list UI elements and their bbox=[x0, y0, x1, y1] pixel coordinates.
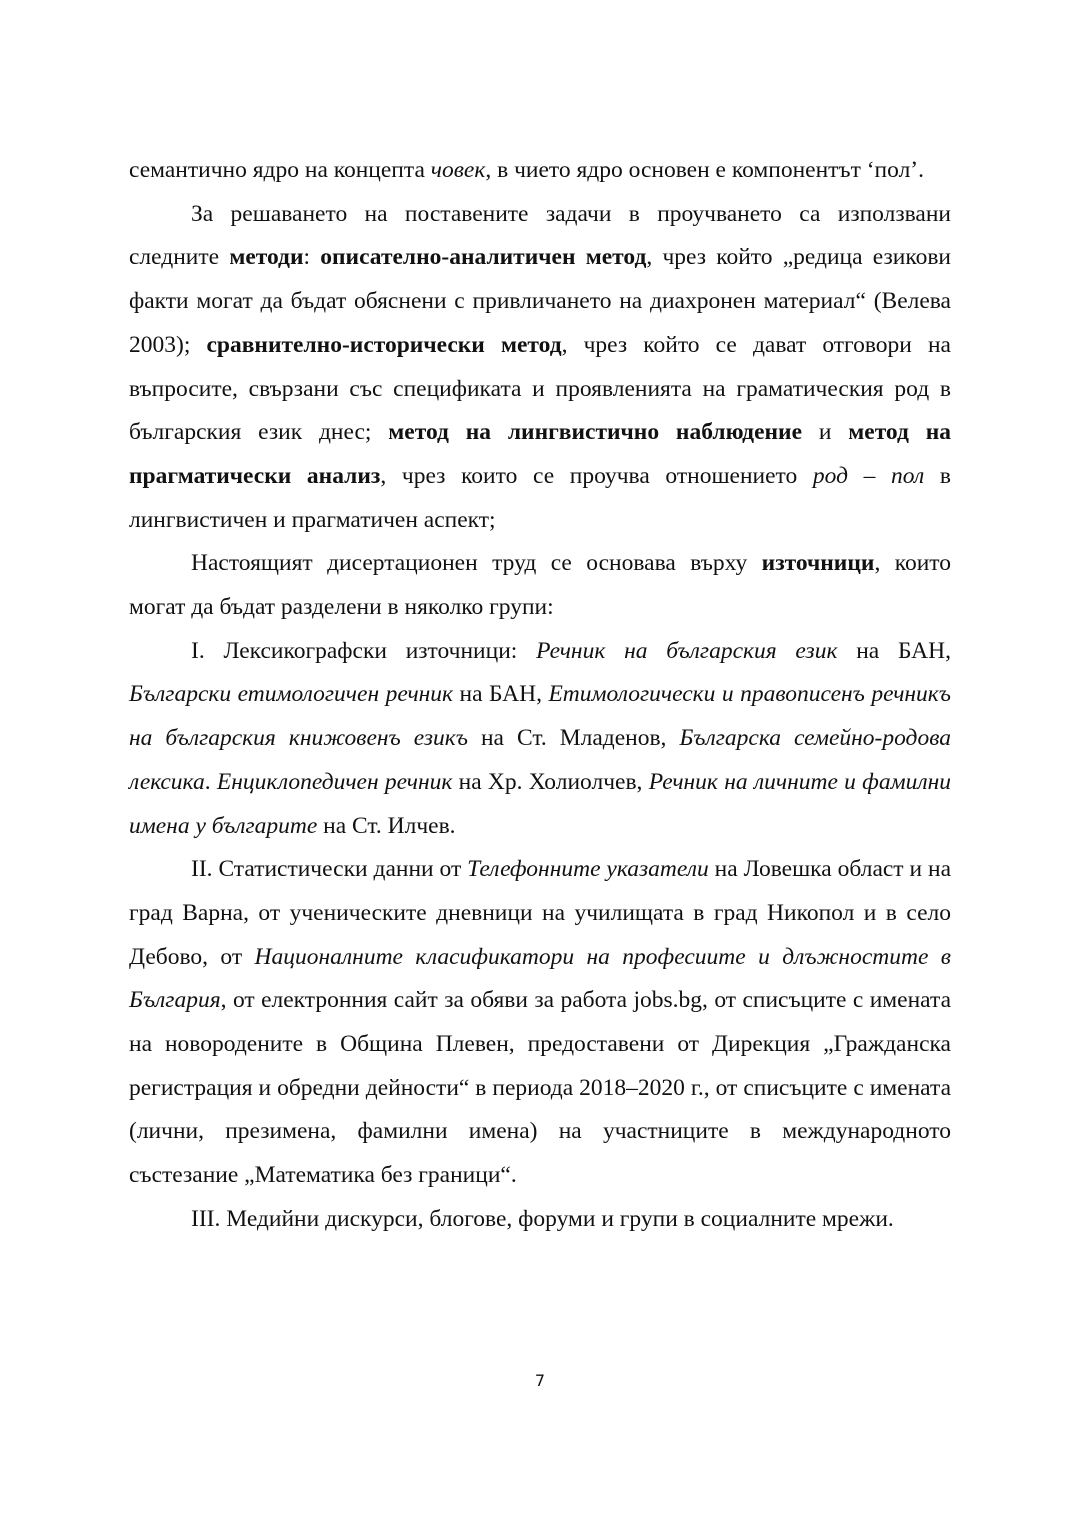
body-text bbox=[129, 149, 951, 1242]
paragraph-concept: семантично ядро на концепта човек, в чието ядро основен е компонентът ‘пол’. bbox=[129, 157, 924, 183]
paragraph-lexicographic-sources: I. Лексикографски източници: Речник на българския език на БАН, Български етимологичен речник на БАН, Етимологически и правописенъ речникъ на българския книжовенъ езикъ на Ст. Младенов, Българска семейно-родова лексика. Енциклопедичен речник на Хр. Холиолчев, Речник на личните и фамилни имена у българите на Ст. Илчев. bbox=[129, 637, 952, 839]
page-number: 7 bbox=[534, 1371, 546, 1390]
paragraph-statistical-data: II. Статистически данни от Телефонните указатели на Ловешка област и на град Варна, от ученическите дневници на училищата в град Никопол и в село Дебово, от Националните класификатори на професиите и длъжностите в България, от електронния сайт за обяви за работа jobs.bg, от списъците с имената на новородените в Община Плевен, предоставени от Дирекция „Гражданска регистрация и обредни дейности“ в периода 2018–2020 г., от списъците с имената (лични, презимена, фамилни имена) на участниците в международното състезание „Математика без граници“. bbox=[129, 856, 951, 1189]
paragraph-media-discourse: III. Медийни дискурси, блогове, форуми и групи в социалните мрежи. bbox=[191, 1205, 894, 1232]
paragraph-methods: За решаването на поставените задачи в проучването са използвани следните методи: описателно-аналитичен метод, чрез който „редица езикови факти могат да бъдат обяснени с привличането на диахронен материал“ (Велева 2003); сравнително-исторически метод, чрез който се дават отговори на въпросите, свързани със спецификата и проявленията на граматическия род в българския език днес; метод на лингвистично наблюдение и метод на прагматически анализ, чрез които се проучва отношението род – пол в лингвистичен и прагматичен аспект; bbox=[129, 200, 952, 533]
paragraph-sources-intro: Настоящият дисертационен труд се основава върху източници, които могат да бъдат разделени в няколко групи: bbox=[129, 550, 951, 621]
